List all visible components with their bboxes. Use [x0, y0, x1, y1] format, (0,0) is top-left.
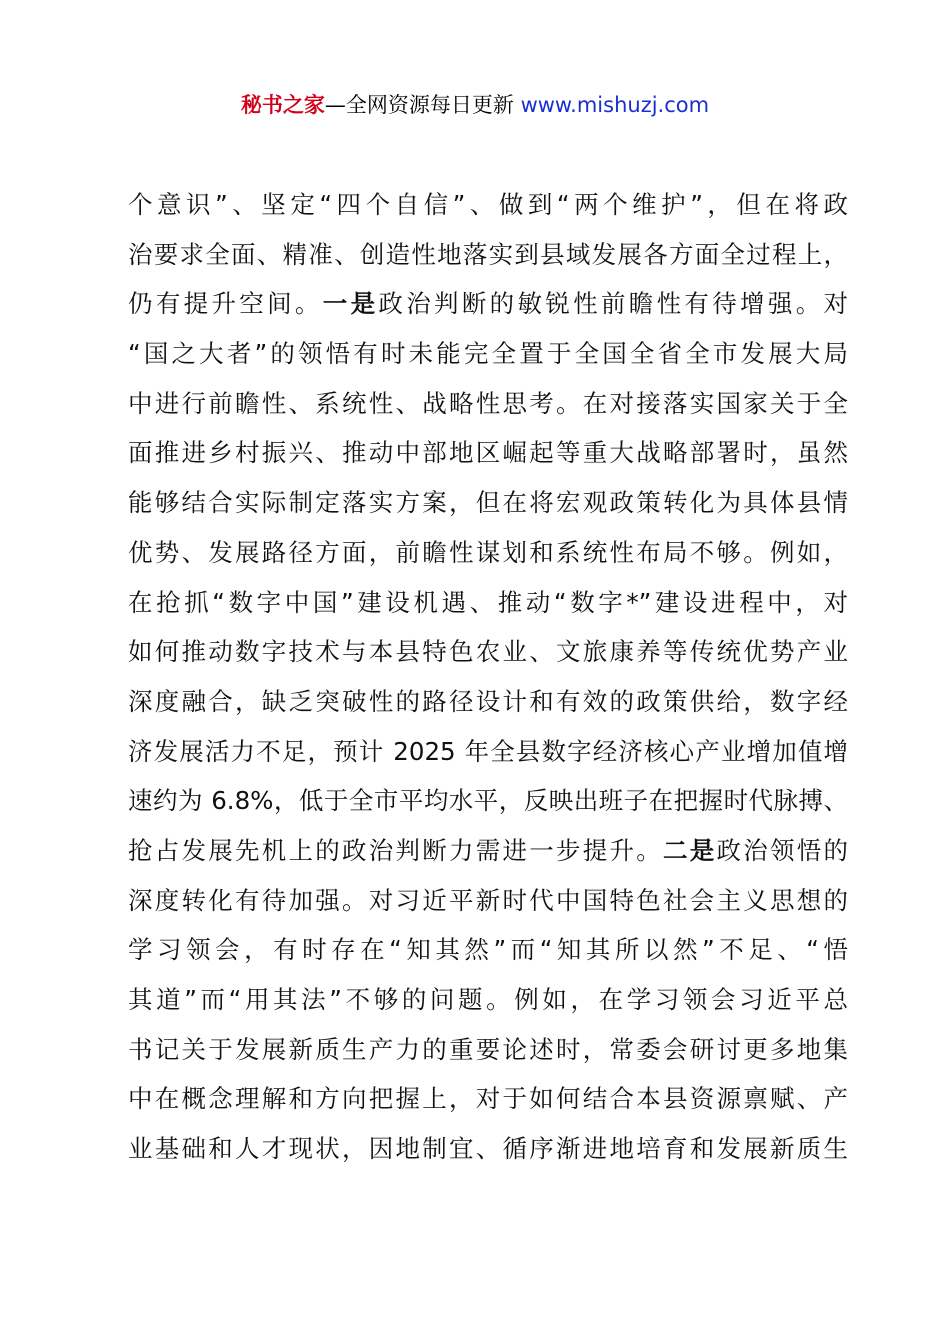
text-line	[128, 329, 848, 379]
text-line	[128, 578, 848, 628]
website-link[interactable]: www.mishuzj.com	[520, 93, 710, 117]
brand-name: 秘书之家	[240, 93, 325, 117]
text-line	[128, 1074, 848, 1124]
page-header	[0, 88, 950, 122]
text-line	[128, 279, 848, 329]
text-segment: 如何推动数字技术与本县特色农业、文旅康养等传统优势产业	[128, 637, 848, 667]
text-line	[128, 528, 848, 578]
text-line	[128, 478, 848, 528]
text-segment: 济发展活力不足，预计 2025 年全县数字经济核心产业增加值增	[128, 736, 848, 766]
text-line	[128, 627, 848, 677]
text-line	[128, 876, 848, 926]
text-line	[128, 379, 848, 429]
text-segment: 面推进乡村振兴、推动中部地区崛起等重大战略部署时，虽然	[128, 438, 848, 468]
text-line	[128, 677, 848, 727]
text-segment: 中在概念理解和方向把握上，对于如何结合本县资源禀赋、产	[128, 1084, 848, 1114]
bold-text-segment: 二是	[663, 835, 717, 865]
text-line	[128, 826, 848, 876]
text-segment: 抢占发展先机上的政治判断力需进一步提升。	[128, 835, 663, 865]
text-line	[128, 727, 848, 777]
text-segment: 深度融合，缺乏突破性的路径设计和有效的政策供给，数字经	[128, 686, 848, 716]
header-tagline: —全网资源每日更新	[324, 93, 521, 117]
text-segment: 速约为 6.8%，低于全市平均水平，反映出班子在把握时代脉搏、	[128, 786, 848, 816]
text-segment: 政治判断的敏锐性前瞻性有待增强。对	[378, 289, 849, 319]
text-segment: 优势、发展路径方面，前瞻性谋划和系统性布局不够。例如，	[128, 537, 848, 567]
text-segment: “国之大者”的领悟有时未能完全置于全国全省全市发展大局	[128, 339, 848, 369]
text-line	[128, 776, 848, 826]
text-segment: 政治领悟的	[716, 835, 848, 865]
text-line	[128, 180, 848, 230]
text-segment: 仍有提升空间。	[128, 289, 323, 319]
text-segment: 业基础和人才现状，因地制宜、循序渐进地培育和发展新质生	[128, 1134, 848, 1164]
text-segment: 治要求全面、精准、创造性地落实到县域发展各方面全过程上，	[128, 239, 848, 269]
text-segment: 能够结合实际制定落实方案，但在将宏观政策转化为具体县情	[128, 488, 848, 518]
text-segment: 中进行前瞻性、系统性、战略性思考。在对接落实国家关于全	[128, 388, 848, 418]
text-line	[128, 925, 848, 975]
text-segment: 书记关于发展新质生产力的重要论述时，常委会研讨更多地集	[128, 1034, 848, 1064]
document-body	[128, 180, 848, 1174]
bold-text-segment: 一是	[322, 289, 379, 319]
text-line	[128, 1025, 848, 1075]
text-line	[128, 1124, 848, 1174]
text-segment: 其道”而“用其法”不够的问题。例如，在学习领会习近平总	[128, 985, 848, 1014]
text-line	[128, 975, 848, 1025]
text-segment: 在抢抓“数字中国”建设机遇、推动“数字*”建设进程中，对	[128, 587, 848, 617]
text-segment: 学习领会，有时存在“知其然”而“知其所以然”不足、“悟	[128, 935, 848, 965]
text-line	[128, 230, 848, 280]
text-line	[128, 428, 848, 478]
text-segment: 个意识”、坚定“四个自信”、做到“两个维护”，但在将政	[128, 190, 848, 219]
text-segment: 深度转化有待加强。对习近平新时代中国特色社会主义思想的	[128, 885, 848, 915]
